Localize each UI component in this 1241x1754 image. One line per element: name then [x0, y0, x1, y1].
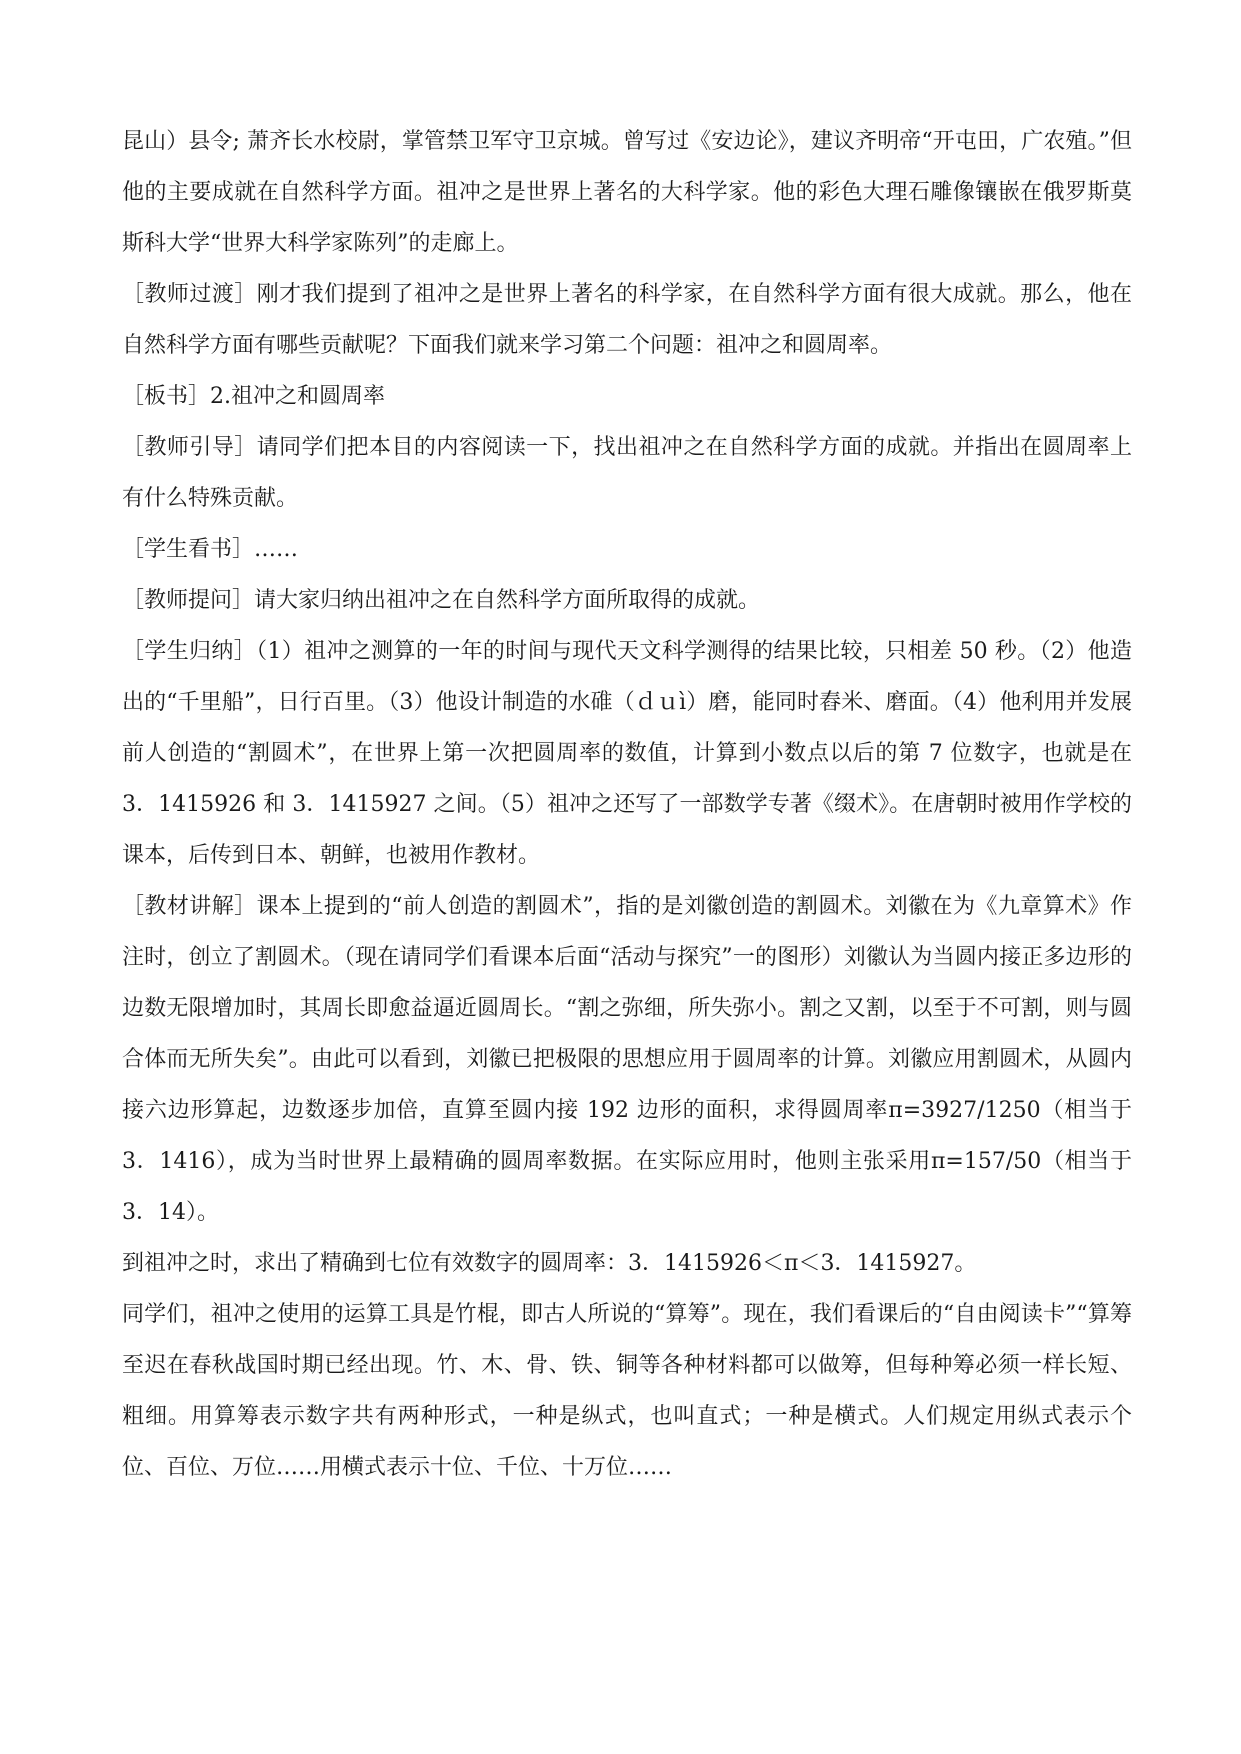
paragraph-textbook-explanation: ［教材讲解］课本上提到的“前人创造的割圆术”，指的是刘徽创造的割圆术。刘徽在为《九章算术》作注时，创立了割圆术。（现在请同学们看课本后面“活动与探究”一的图形）刘徽认为当圆内接正多边形的边数无限增加时，其周长即愈益逼近圆周长。“割之弥细，所失弥小。割之又割，以至于不可割，则与圆合体而无所失矣”。由此可以看到，刘徽已把极限的思想应用于圆周率的计算。刘徽应用割圆术，从圆内接六边形算起，边数逐步加倍，直算至圆内接 192 边形的面积，求得圆周率π=3927/1250（相当于 3．1416），成为当时世界上最精确的圆周率数据。在实际应用时，他则主张采用π=157/50（相当于 3．14）。 [122, 894, 1132, 1225]
paragraph-blackboard-heading: ［板书］2.祖冲之和圆周率 [122, 384, 385, 409]
paragraph-counting-rods: 同学们，祖冲之使用的运算工具是竹棍，即古人所说的“算筹”。现在，我们看课后的“自由阅读卡”“算筹至迟在春秋战国时期已经出现。竹、木、骨、铁、铜等各种材料都可以做筹，但每种筹必须一样长短、粗细。用算筹表示数字共有两种形式，一种是纵式，也叫直式；一种是横式。人们规定用纵式表示个位、百位、万位……用横式表示十位、千位、十万位…… [122, 1302, 1132, 1480]
paragraph-teacher-transition: ［教师过渡］刚才我们提到了祖冲之是世界上著名的科学家，在自然科学方面有很大成就。那么，他在自然科学方面有哪些贡献呢？下面我们就来学习第二个问题：祖冲之和圆周率。 [122, 282, 1132, 358]
paragraph-teacher-guidance: ［教师引导］请同学们把本目的内容阅读一下，找出祖冲之在自然科学方面的成就。并指出在圆周率上有什么特殊贡献。 [122, 435, 1132, 511]
document-body [122, 116, 1132, 1493]
paragraph-zuchongzhi-intro: 昆山）县令; 萧齐长水校尉，掌管禁卫军守卫京城。曾写过《安边论》，建议齐明帝“开屯田，广农殖。”但他的主要成就在自然科学方面。祖冲之是世界上著名的大科学家。他的彩色大理石雕像镶嵌在俄罗斯莫斯科大学“世界大科学家陈列”的走廊上。 [122, 129, 1132, 256]
paragraph-students-reading: ［学生看书］…… [122, 537, 299, 562]
paragraph-teacher-question: ［教师提问］请大家归纳出祖冲之在自然科学方面所取得的成就。 [122, 588, 761, 613]
paragraph-pi-precision: 到祖冲之时，求出了精确到七位有效数字的圆周率：3．1415926＜π＜3．1415927。 [122, 1251, 977, 1276]
paragraph-student-summary: ［学生归纳］（1）祖冲之测算的一年的时间与现代天文科学测得的结果比较，只相差 50 秒。（2）他造出的“千里船”，日行百里。（3）他设计制造的水碓（ｄｕì）磨，能同时舂米、磨面。（4）他利用并发展前人创造的“割圆术”，在世界上第一次把圆周率的数值，计算到小数点以后的第 7 位数字，也就是在 3．1415926 和 3．1415927 之间。（5）祖冲之还写了一部数学专著《缀术》。在唐朝时被用作学校的课本，后传到日本、朝鲜，也被用作教材。 [122, 639, 1132, 868]
